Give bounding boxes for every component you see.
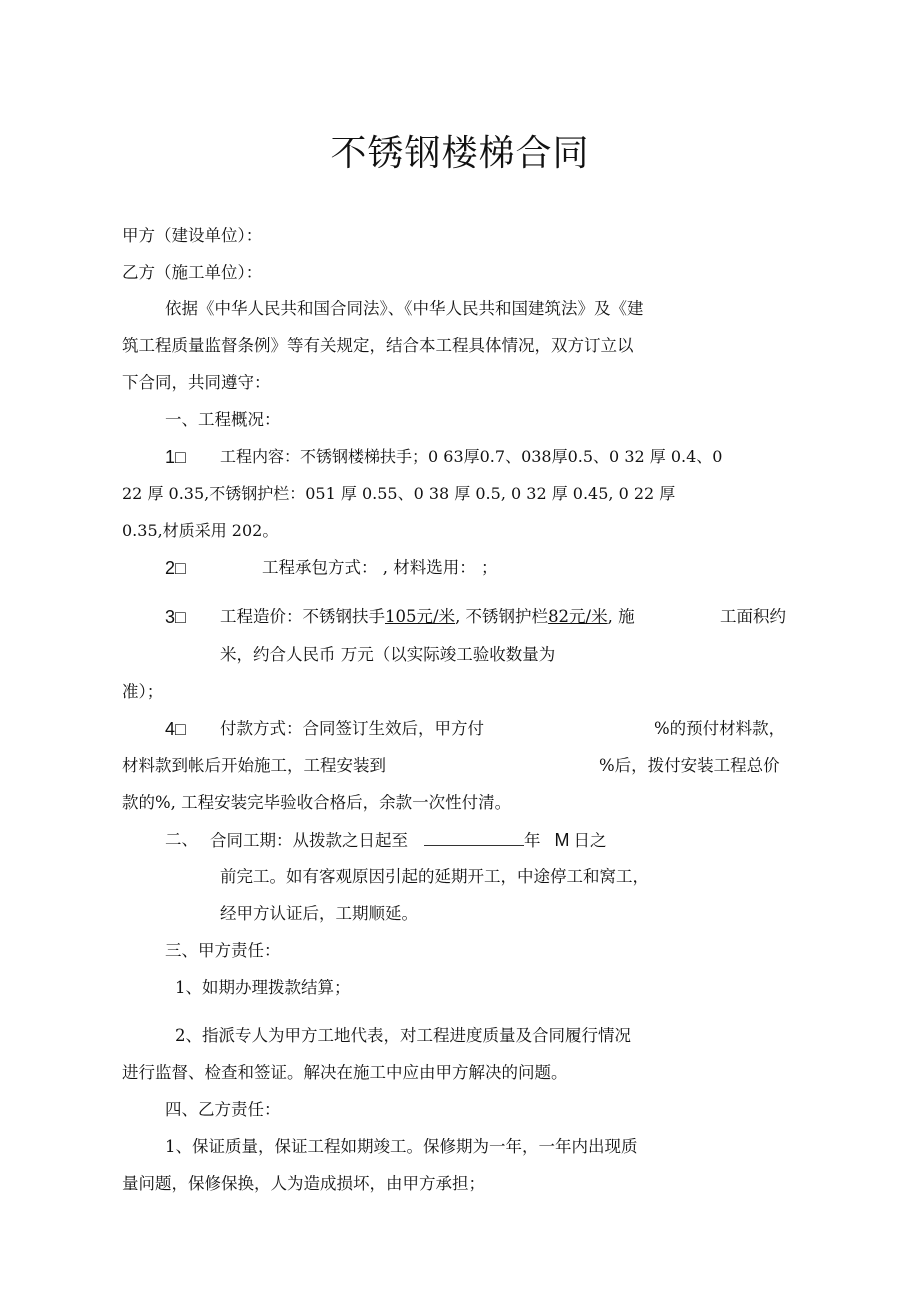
item-4-line-1-pre: 付款方式：合同签订生效后，甲方付	[220, 719, 484, 738]
item-4-line-2-post: %后，拨付安装工程总价	[599, 756, 780, 775]
item-3-post: , 施	[607, 607, 635, 626]
item-3-pre: 工程造价：不锈钢扶手	[220, 607, 385, 626]
section-2-pre: 合同工期：从拨款之日起至	[210, 831, 408, 850]
section-2-line-1	[210, 830, 607, 851]
section-2-post: 日之	[573, 831, 607, 850]
item-3-line-2: 米，约合人民币 万元（以实际竣工验收数量为	[220, 645, 556, 664]
section-4-item-1-line-2: 量问题，保修保换，人为造成损坏，由甲方承担；	[122, 1174, 485, 1193]
section-3-item-1: 1、如期办理拨款结算；	[175, 978, 351, 997]
item-4-number: 4□	[165, 719, 186, 739]
section-2-line-2: 前完工。如有客观原因引起的延期开工，中途停工和窝工，	[220, 867, 649, 886]
party-b-label: 乙方（施工单位）：	[122, 263, 263, 282]
section-4-heading: 四、乙方责任：	[165, 1100, 281, 1119]
section-2-year: 年	[524, 831, 541, 850]
item-4-line-2-pre: 材料款到帐后开始施工，工程安装到	[122, 756, 386, 775]
section-3-item-2-line-1: 2、指派专人为甲方工地代表，对工程进度质量及合同履行情况	[175, 1026, 631, 1045]
section-2-line-3: 经甲方认证后，工期顺延。	[220, 904, 418, 923]
section-1-heading: 一、工程概况：	[165, 410, 281, 429]
party-a-label: 甲方（建设单位）：	[122, 226, 263, 245]
item-2-text: 工程承包方式： , 材料选用： ；	[262, 558, 498, 577]
document-title: 不锈钢楼梯合同	[330, 133, 590, 174]
item-1-line-1: 工程内容：不锈钢楼梯扶手；0 63厚0.7、038厚0.5、0 32 厚 0.4、0	[220, 447, 723, 466]
item-4-line-3: 款的%, 工程安装完毕验收合格后，余款一次性付清。	[122, 793, 512, 812]
item-3-tail: 工面积约	[720, 607, 786, 626]
item-1-line-3: 0.35,材质采用 202。	[122, 521, 279, 540]
item-3-number: 3□	[165, 607, 186, 627]
preamble-line-1: 依据《中华人民共和国合同法》、《中华人民共和国建筑法》及《建	[165, 299, 644, 318]
preamble-line-2: 筑工程质量监督条例》等有关规定，结合本工程具体情况，双方订立以	[122, 336, 634, 355]
section-3-item-2-line-2: 进行监督、检查和签证。解决在施工中应由甲方解决的问题。	[122, 1063, 568, 1082]
item-3-line-1	[220, 607, 635, 627]
item-3-line-3: 准）；	[122, 682, 164, 701]
section-2-m: M	[554, 830, 570, 850]
section-3-heading: 三、甲方责任：	[165, 941, 281, 960]
item-1-number: 1□	[165, 447, 186, 467]
section-4-item-1-line-1: 1、保证质量，保证工程如期竣工。保修期为一年，一年内出现质	[165, 1137, 638, 1156]
item-4-line-1-post: %的预付材料款，	[654, 719, 786, 738]
section-2-heading: 二、	[165, 830, 198, 849]
date-blank	[424, 831, 524, 846]
preamble-line-3: 下合同，共同遵守：	[122, 373, 271, 392]
item-2-number: 2□	[165, 558, 186, 578]
handrail-price: 105元/米	[385, 607, 456, 626]
rail-price: 82元/米	[548, 607, 608, 626]
item-3-mid: , 不锈钢护栏	[455, 607, 549, 626]
item-1-line-2: 22 厚 0.35,不锈钢护栏：051 厚 0.55、0 38 厚 0.5, 0 32 厚 0.45, 0 22 厚	[122, 484, 676, 503]
